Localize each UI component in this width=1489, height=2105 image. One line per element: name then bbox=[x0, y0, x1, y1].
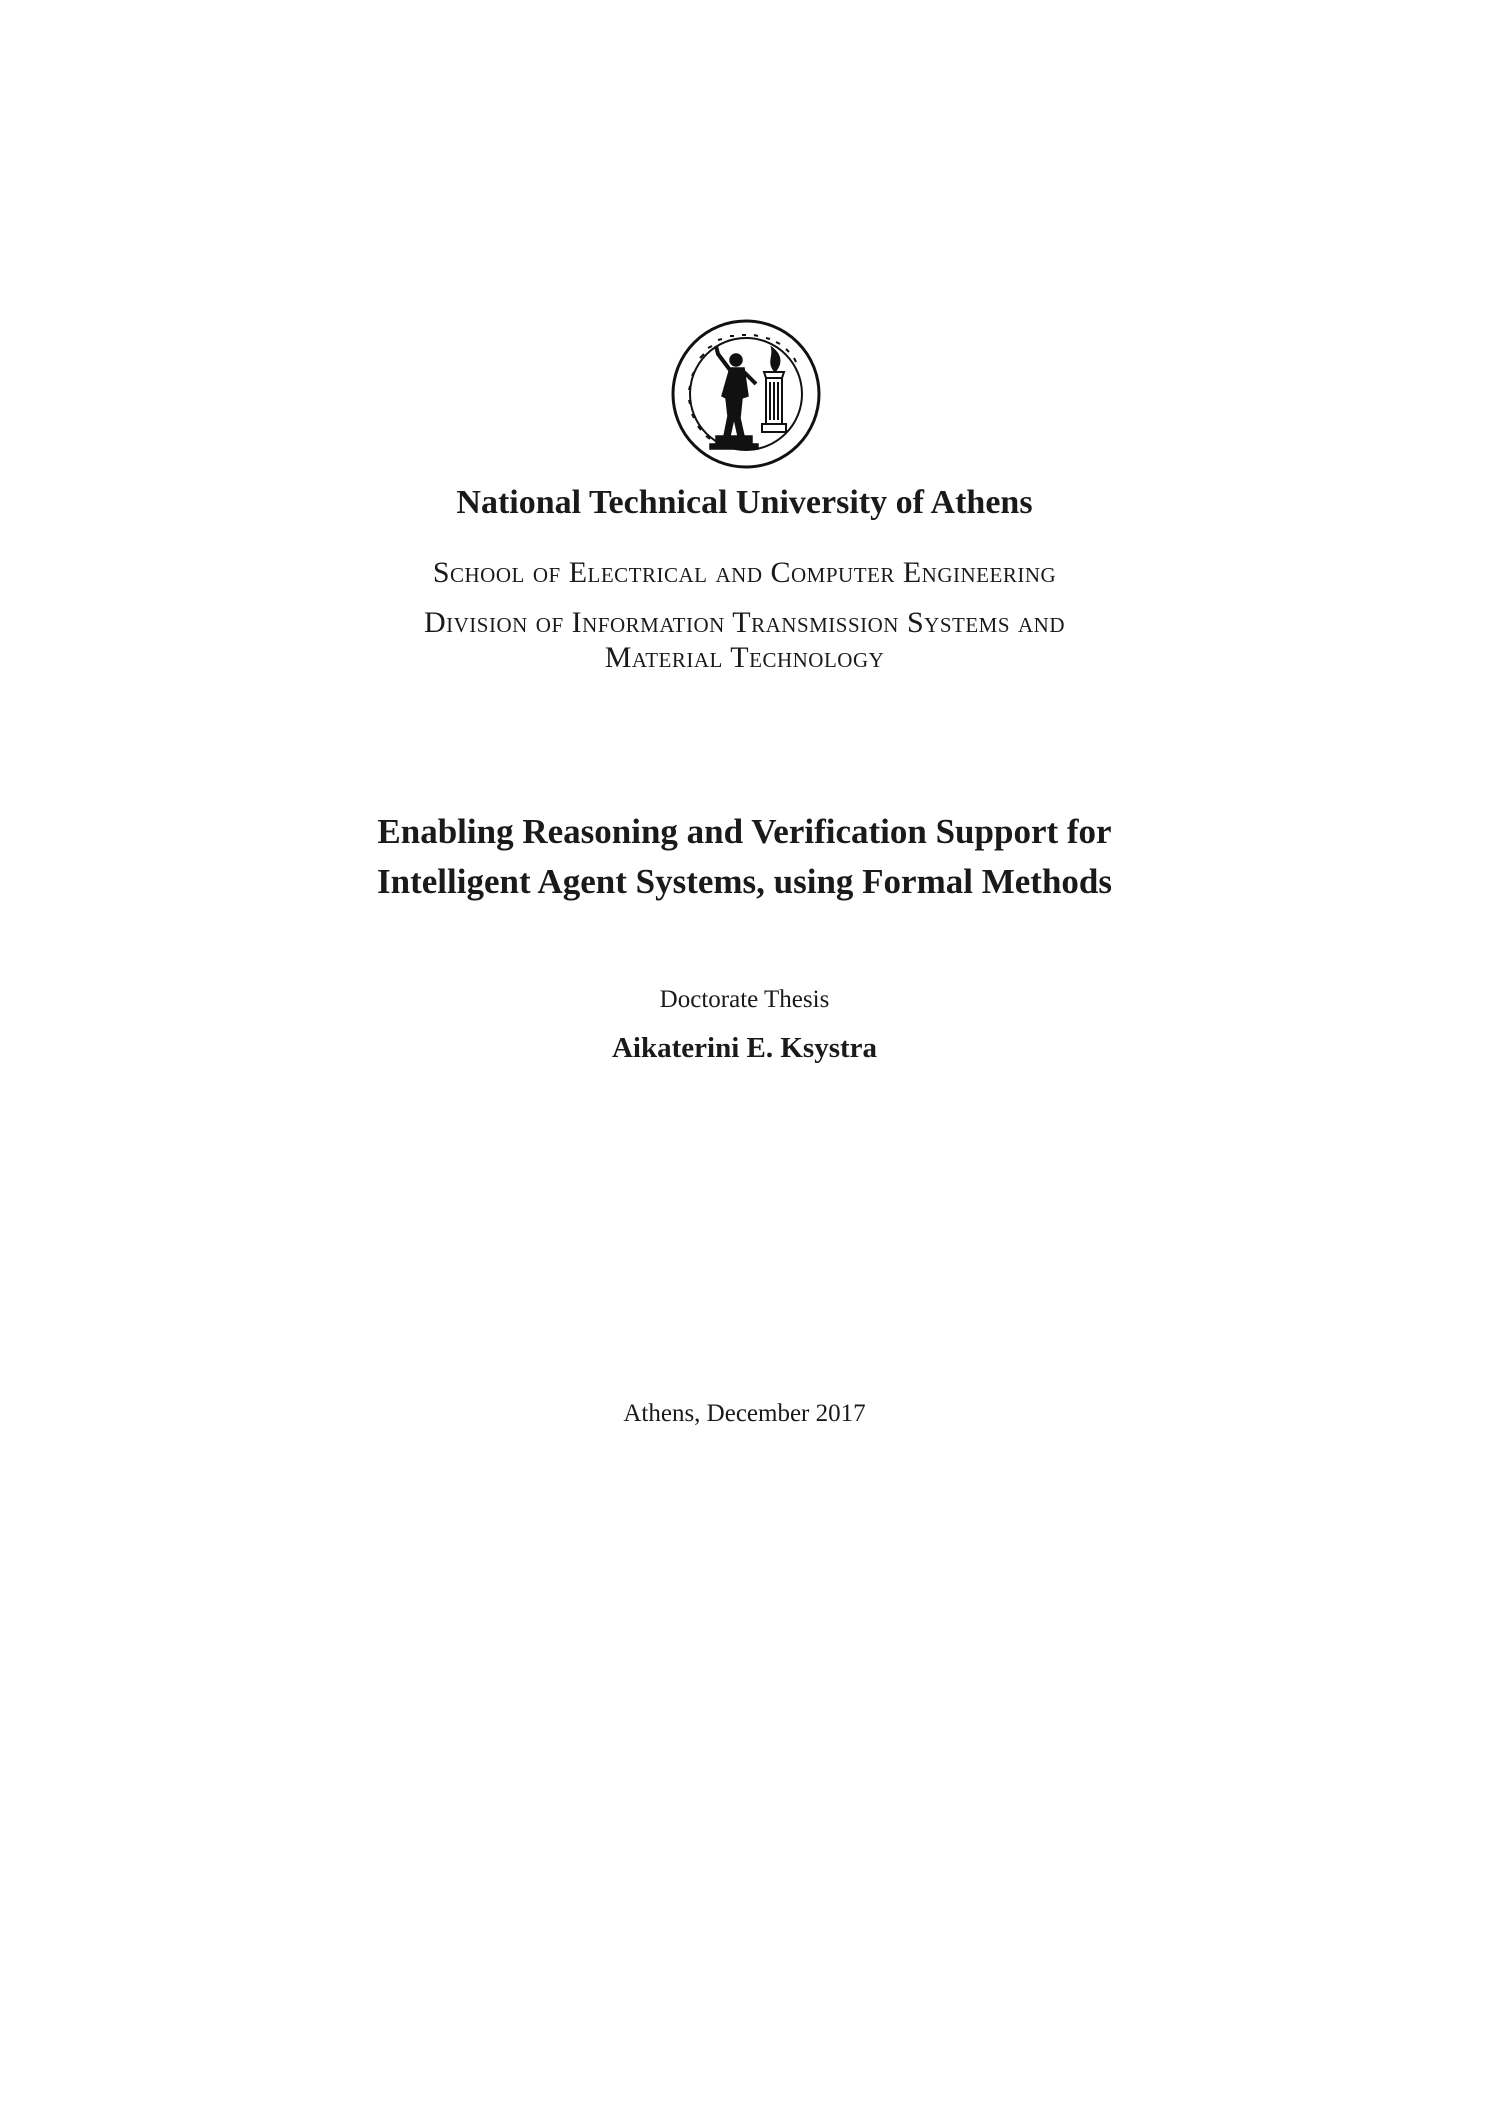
university-name: National Technical University of Athens bbox=[456, 484, 1033, 521]
thesis-type: Doctorate Thesis bbox=[659, 986, 830, 1013]
author-name: Aikaterini E. Ksystra bbox=[611, 1032, 878, 1064]
thesis-title-line-2: Intelligent Agent Systems, using Formal Methods bbox=[377, 862, 1112, 901]
thesis-title-line-1: Enabling Reasoning and Verification Support for bbox=[377, 812, 1112, 851]
place-and-date: Athens, December 2017 bbox=[623, 1400, 866, 1427]
university-seal-icon bbox=[670, 318, 822, 470]
school-name: School of Electrical and Computer Engineering bbox=[432, 556, 1057, 589]
division-name-line-2: Material Technology bbox=[604, 641, 885, 674]
division-name-line-1: Division of Information Transmission Systems and bbox=[423, 606, 1065, 639]
